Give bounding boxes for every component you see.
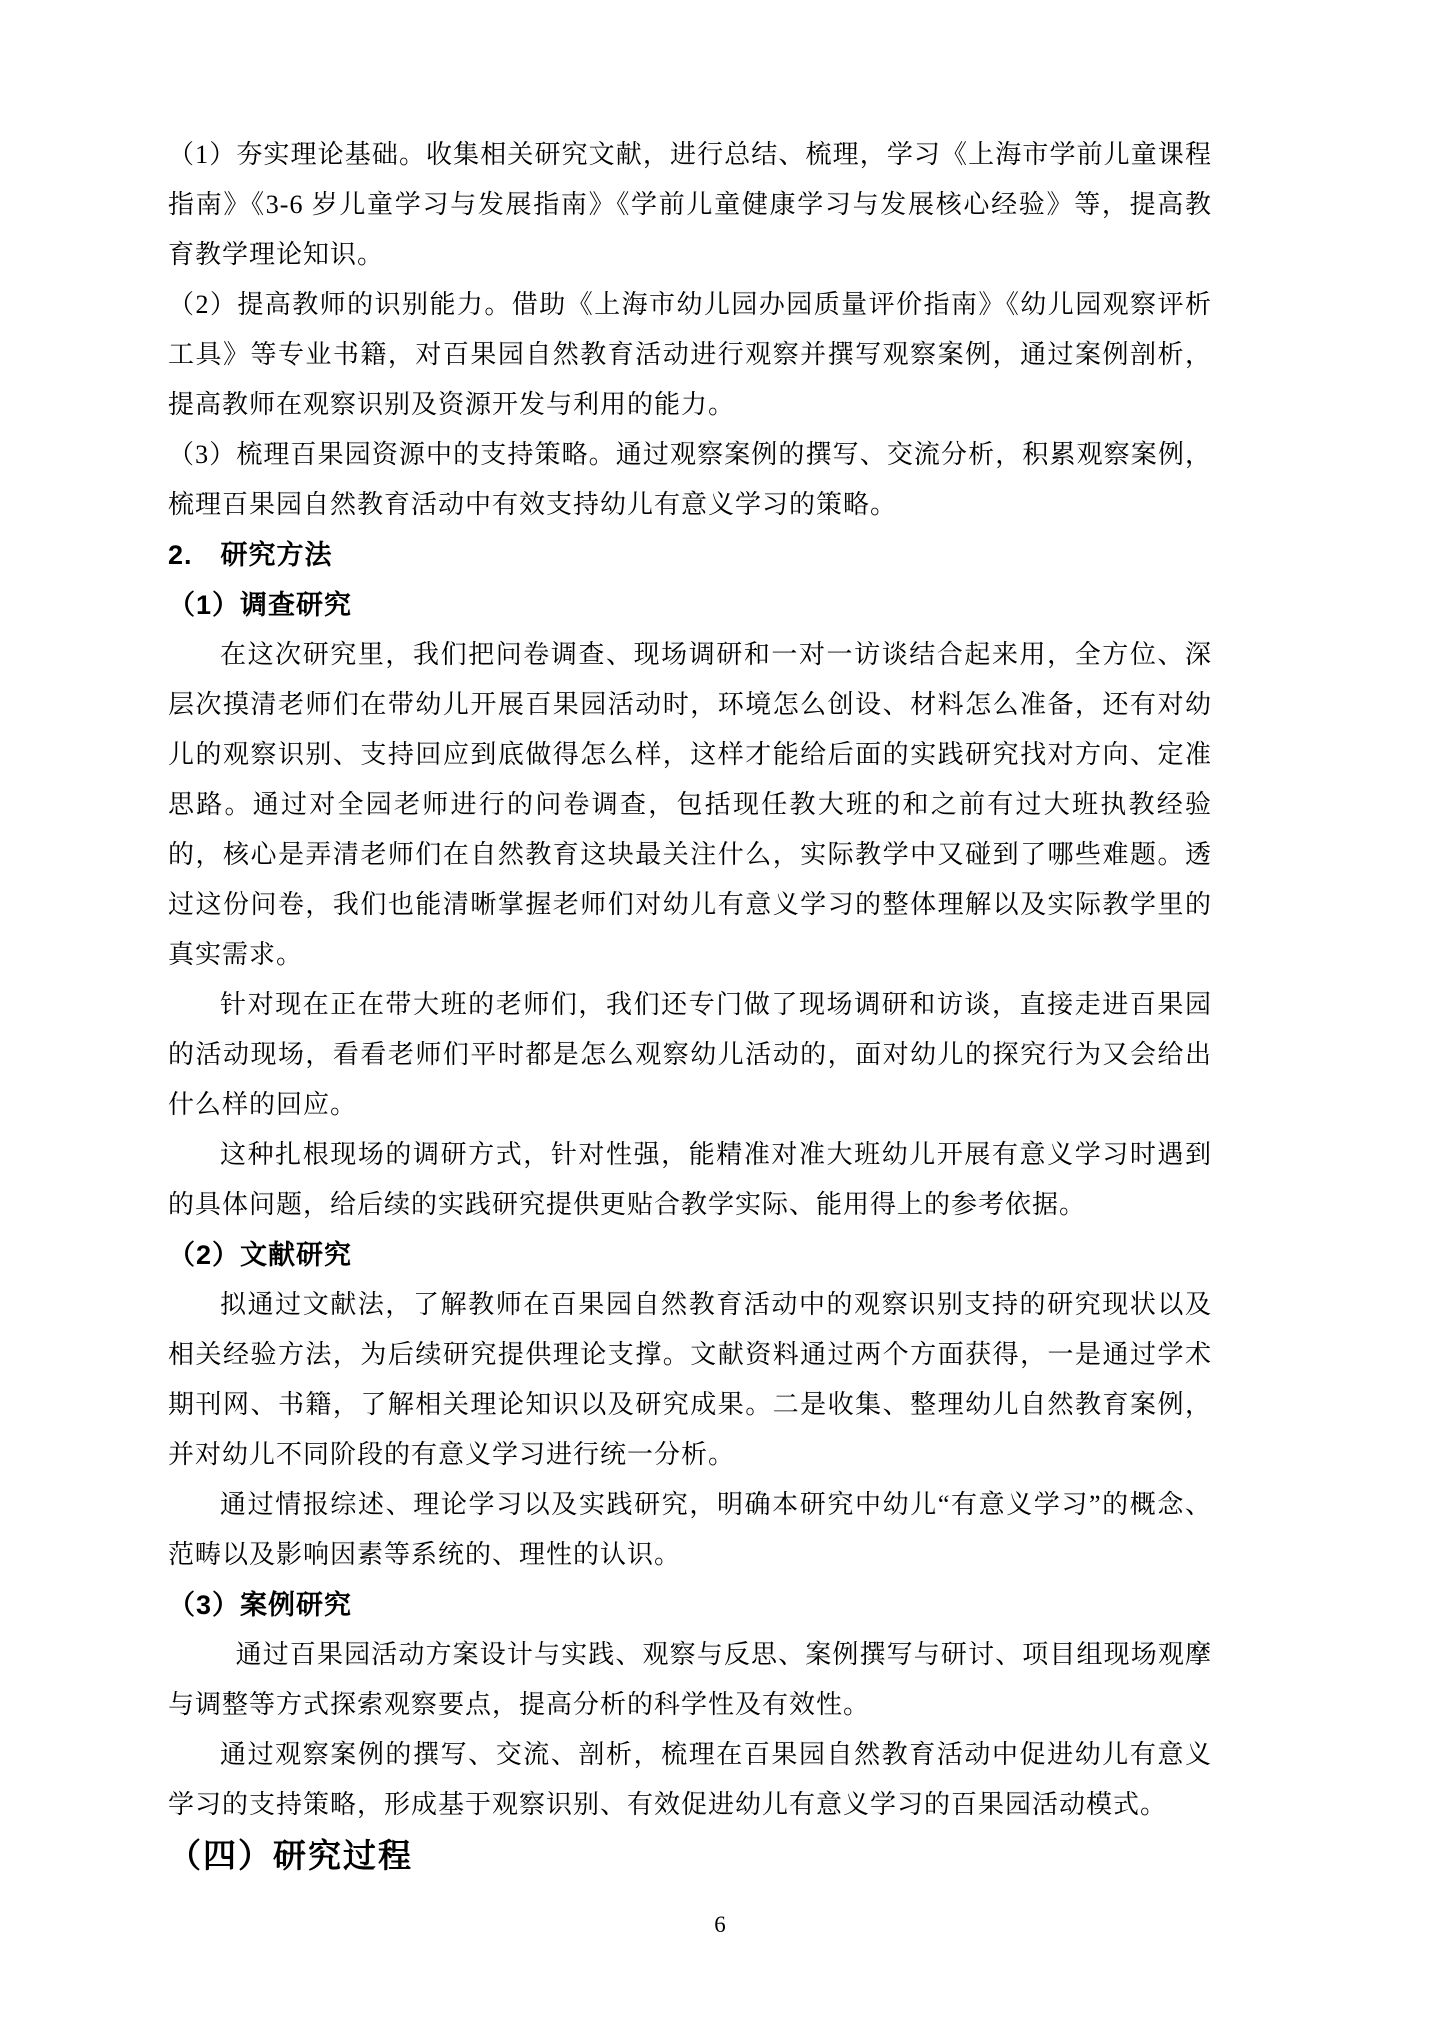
paragraph-case-2: 通过观察案例的撰写、交流、剖析，梳理在百果园自然教育活动中促进幼儿有意义学习的支持策略，形成基于观察识别、有效促进幼儿有意义学习的百果园活动模式。 (168, 1740, 1212, 1819)
paragraph-survey-2: 针对现在正在带大班的老师们，我们还专门做了现场调研和访谈，直接走进百果园的活动现场，看看老师们平时都是怎么观察幼儿活动的，面对幼儿的探究行为又会给出什么样的回应。 (168, 990, 1212, 1119)
paragraph-measure-1: （1）夯实理论基础。收集相关研究文献，进行总结、梳理，学习《上海市学前儿童课程指南》《3-6 岁儿童学习与发展指南》《学前儿童健康学习与发展核心经验》等，提高教育教学理论知识。 (168, 140, 1212, 269)
heading-research-methods: 2. 研究方法 (168, 540, 333, 570)
paragraph-literature-2: 通过情报综述、理论学习以及实践研究，明确本研究中幼儿“有意义学习”的概念、范畴以及影响因素等系统的、理性的认识。 (168, 1490, 1212, 1569)
paragraph-survey-3: 这种扎根现场的调研方式，针对性强，能精准对准大班幼儿开展有意义学习时遇到的具体问题，给后续的实践研究提供更贴合教学实际、能用得上的参考依据。 (168, 1140, 1212, 1219)
paragraph-measure-3: （3）梳理百果园资源中的支持策略。通过观察案例的撰写、交流分析，积累观察案例，梳理百果园自然教育活动中有效支持幼儿有意义学习的策略。 (168, 440, 1212, 519)
heading-research-process: （四）研究过程 (168, 1837, 413, 1874)
heading-literature-research: （2）文献研究 (168, 1240, 353, 1270)
heading-survey-research: （1）调查研究 (168, 590, 353, 620)
page-content (168, 130, 1212, 1882)
paragraph-literature-1: 拟通过文献法，了解教师在百果园自然教育活动中的观察识别支持的研究现状以及相关经验方法，为后续研究提供理论支撑。文献资料通过两个方面获得，一是通过学术期刊网、书籍，了解相关理论知识以及研究成果。二是收集、整理幼儿自然教育案例，并对幼儿不同阶段的有意义学习进行统一分析。 (168, 1290, 1212, 1469)
paragraph-survey-1: 在这次研究里，我们把问卷调查、现场调研和一对一访谈结合起来用，全方位、深层次摸清老师们在带幼儿开展百果园活动时，环境怎么创设、材料怎么准备，还有对幼儿的观察识别、支持回应到底做得怎么样，这样才能给后面的实践研究找对方向、定准思路。通过对全园老师进行的问卷调查，包括现任教大班的和之前有过大班执教经验的，核心是弄清老师们在自然教育这块最关注什么，实际教学中又碰到了哪些难题。透过这份问卷，我们也能清晰掌握老师们对幼儿有意义学习的整体理解以及实际教学里的真实需求。 (168, 640, 1212, 969)
paragraph-case-1: 通过百果园活动方案设计与实践、观察与反思、案例撰写与研讨、项目组现场观摩与调整等方式探索观察要点，提高分析的科学性及有效性。 (168, 1640, 1212, 1719)
page-number: 6 (714, 1912, 726, 1937)
heading-case-research: （3）案例研究 (168, 1590, 353, 1620)
paragraph-measure-2: （2）提高教师的识别能力。借助《上海市幼儿园办园质量评价指南》《幼儿园观察评析工具》等专业书籍，对百果园自然教育活动进行观察并撰写观察案例，通过案例剖析，提高教师在观察识别及资源开发与利用的能力。 (168, 290, 1212, 419)
